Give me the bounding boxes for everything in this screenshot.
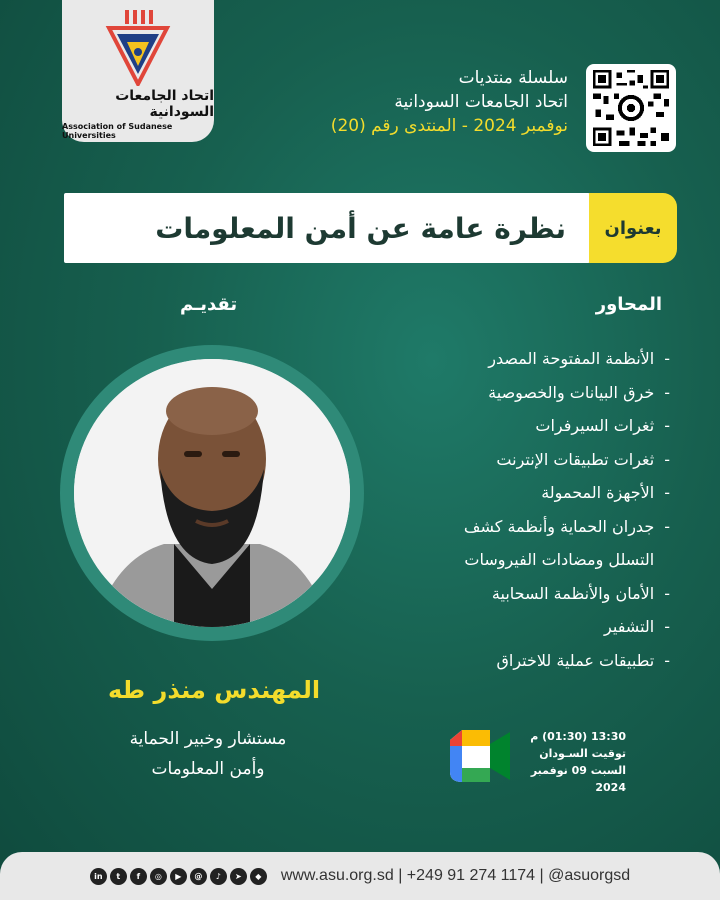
telegram-icon[interactable]: ➤ [230, 868, 247, 885]
presenter-photo [74, 359, 350, 627]
social-icons [90, 868, 267, 885]
logo-name-en: Association of Sudanese Universities [62, 122, 173, 140]
presenter-photo-frame [60, 345, 364, 641]
university-emblem-icon [103, 8, 173, 86]
youtube-icon[interactable]: ▶ [170, 868, 187, 885]
presenter-heading: تقديـم [180, 294, 238, 315]
series-line-1: سلسلة منتديات [458, 68, 568, 88]
event-timezone: توقيت السـودان [539, 747, 626, 760]
logo-name-ar: اتحاد الجامعات السودانية [115, 88, 214, 120]
series-line-2: اتحاد الجامعات السودانية [394, 92, 568, 112]
facebook-icon[interactable]: f [130, 868, 147, 885]
list-item: -الأجهزة المحمولة [541, 483, 670, 502]
instagram-icon[interactable]: ◎ [150, 868, 167, 885]
talk-title: نظرة عامة عن أمن المعلومات [155, 211, 566, 245]
footer-bar [0, 852, 720, 900]
threads-icon[interactable]: @ [190, 868, 207, 885]
list-item: -تطبيقات عملية للاختراق [496, 650, 670, 670]
presenter-portrait-icon [74, 359, 350, 627]
series-info [331, 66, 568, 138]
list-item: -ثغرات السيرفرات [535, 416, 670, 435]
list-item: -الأنظمة المفتوحة المصدر [488, 349, 670, 368]
axes-heading: المحاور [595, 294, 662, 315]
logo-card [62, 0, 214, 142]
title-tag [589, 193, 677, 263]
tiktok-icon[interactable]: ♪ [210, 868, 227, 885]
presenter-role-line-2: وأمن المعلومات [151, 759, 265, 779]
series-line-3: نوفمبر 2024 - المنتدى رقم (20) [330, 116, 568, 136]
qr-code[interactable] [586, 64, 676, 152]
list-item: -الأمان والأنظمة السحابية [491, 583, 670, 603]
presenter-role-line-1: مستشار وخبير الحماية [129, 729, 287, 749]
google-meet-icon[interactable] [446, 728, 514, 784]
title-tag-label: بعنوان [604, 217, 662, 239]
linkedin-icon[interactable]: in [90, 868, 107, 885]
list-item: -جدران الحماية وأنظمة كشف [463, 516, 670, 536]
talk-title-bar [64, 193, 590, 263]
presenter-role [110, 724, 306, 784]
list-item: -التشفير [604, 617, 670, 636]
footer-contact[interactable]: www.asu.org.sd | +249 91 274 1174 | @asuorgsd [280, 867, 631, 884]
axes-list [370, 345, 670, 680]
list-item: -خرق البيانات والخصوصية [488, 382, 670, 402]
twitter-icon[interactable]: t [110, 868, 127, 885]
event-date: السبت 09 نوفمبر 2024 [530, 764, 626, 794]
event-time: 13:30 (01:30) م [530, 730, 626, 743]
list-item: التسلل ومضادات الفيروسات [464, 550, 655, 569]
list-item: -ثغرات تطبيقات الإنترنت [496, 449, 670, 469]
presenter-name: المهندس منذر طه [108, 676, 321, 704]
snapchat-icon[interactable]: ◆ [250, 868, 267, 885]
event-time-info [530, 728, 626, 796]
qr-code-icon [592, 70, 670, 146]
